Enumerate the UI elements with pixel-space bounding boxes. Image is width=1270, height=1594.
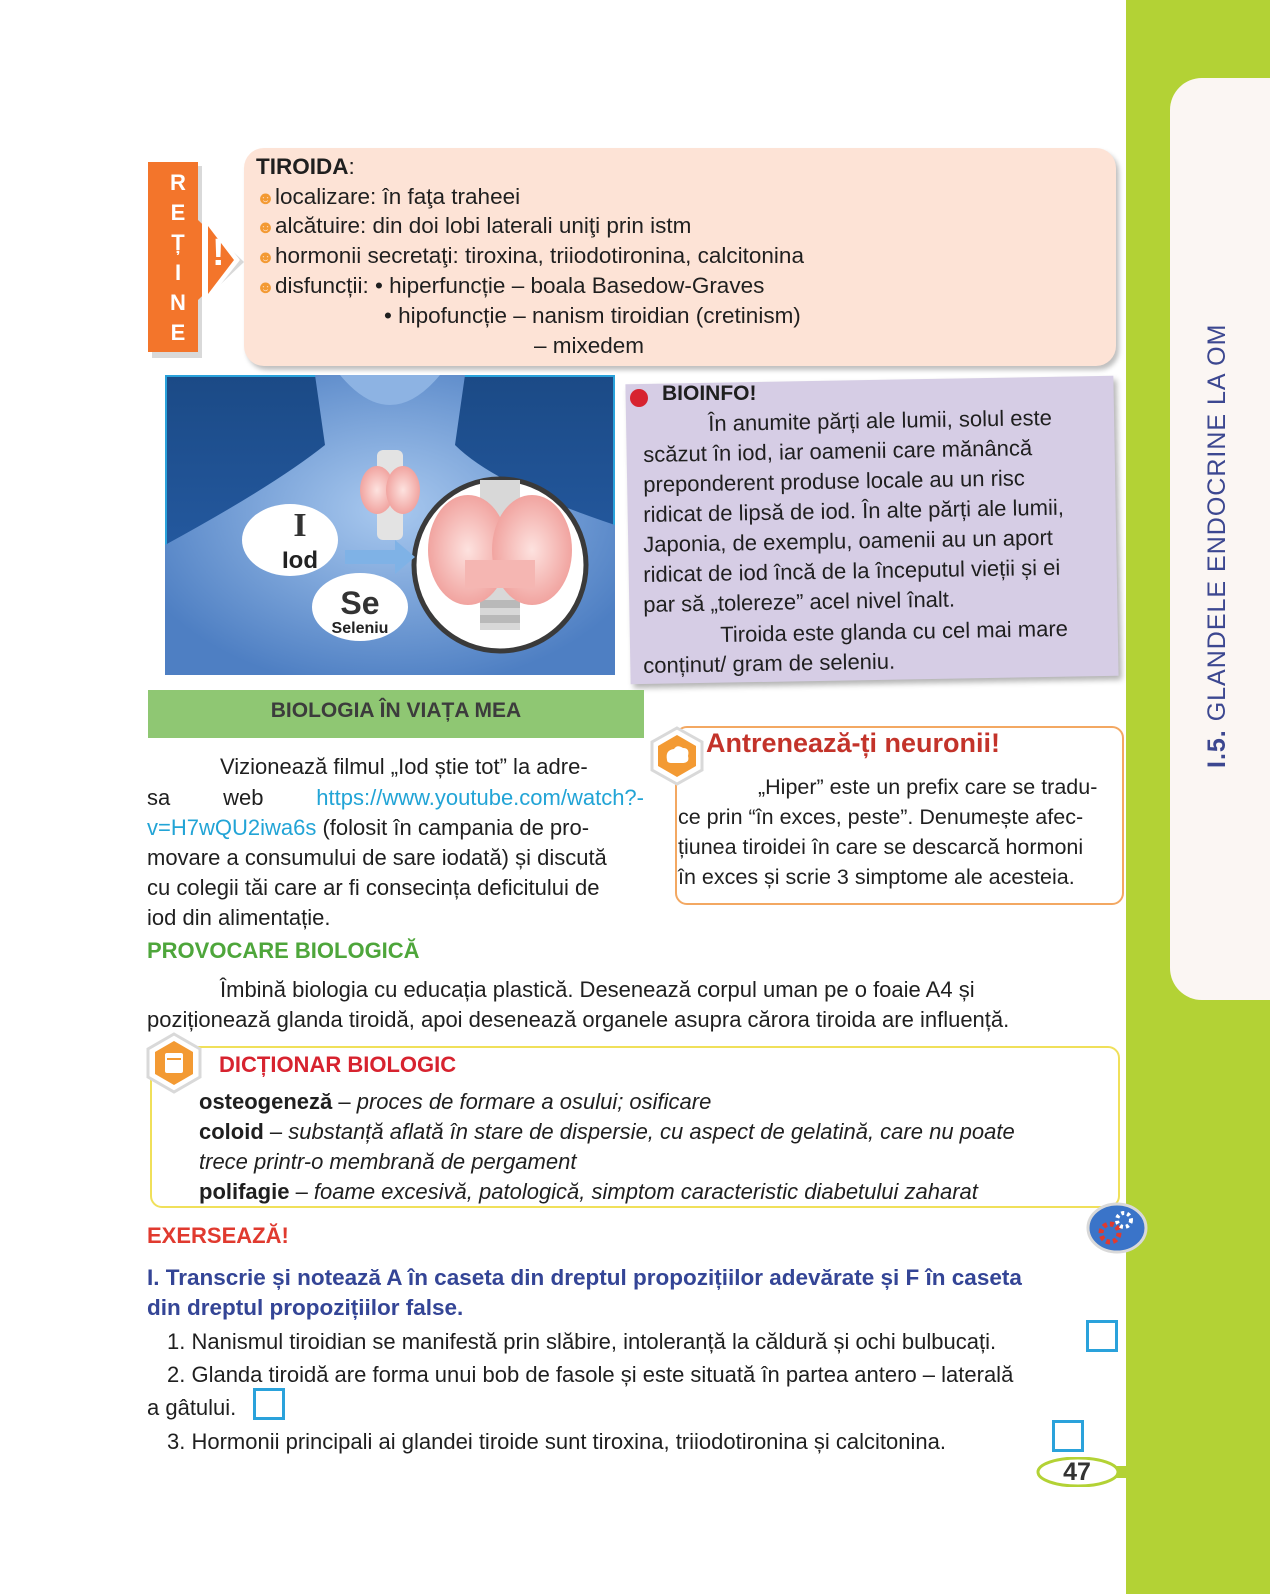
answer-box-2[interactable]	[253, 1388, 285, 1420]
exercise-item-2: 2. Glanda tiroidă are forma unui bob de fasole și este situată în partea antero – laterală	[167, 1362, 1014, 1387]
retine-exclamation: !	[212, 232, 225, 274]
exercise-item-2-cont: a gâtului.	[147, 1395, 237, 1420]
bullet-icon: ☻	[256, 188, 275, 208]
bioinfo-line: conținut/ gram de seleniu.	[643, 648, 896, 678]
dictionar-entry: polifagie – foame excesivă, patologică, simptom caracteristic diabetului zaharat	[199, 1179, 978, 1204]
biologia-line: cu colegii tăi care ar fi consecința deficitului de	[147, 875, 600, 900]
exerseaza-instruction: din dreptul propozițiilor false.	[147, 1295, 464, 1320]
bioinfo-line: par să „tolereze” acel nivel înalt.	[643, 586, 956, 617]
provocare-line: Îmbină biologia cu educația plastică. Desenează corpul uman pe o foaie A4 și	[220, 977, 975, 1002]
exerseaza-title: EXERSEAZĂ!	[147, 1223, 289, 1248]
retine-letter: I	[174, 260, 182, 285]
retine-letter: R	[170, 170, 186, 195]
dictionar-title: DICȚIONAR BIOLOGIC	[219, 1052, 457, 1077]
dictionar-entry-cont: trece printr-o membrană de pergament	[199, 1149, 577, 1174]
gears-icon	[1086, 1202, 1148, 1254]
se-label: Seleniu	[331, 620, 389, 637]
retine-letter: Ț	[171, 230, 185, 255]
chapter-number: I.5.	[1203, 729, 1231, 768]
biologia-line: Vizionează filmul „Iod știe tot” la adre-	[220, 754, 588, 779]
se-symbol: Se	[340, 585, 380, 621]
retine-item: ☻hormonii secretaţi: tiroxina, triiodotironina, calcitonina	[256, 243, 804, 268]
retine-subitem: – mixedem	[534, 333, 645, 358]
retine-letter: E	[170, 320, 186, 345]
provocare-line: poziționează glanda tiroidă, apoi desenează organele asupra cărora tiroida are influență.	[147, 1007, 1010, 1032]
bioinfo-line: Japonia, de exemplu, oamenii au un aport	[643, 524, 1054, 557]
biologia-line: v=H7wQU2iwa6s (folosit în campania de pro-	[147, 815, 590, 840]
video-link[interactable]: https://www.youtube.com/watch?-	[316, 785, 644, 810]
biologia-line: iod din alimentație.	[147, 905, 331, 930]
biologia-line: sa web https://www.youtube.com/watch?-	[147, 783, 644, 813]
bioinfo-line: scăzut în iod, iar oamenii care mănâncă	[643, 435, 1033, 467]
bioinfo-line: În anumite părți ale lumii, solul este	[708, 405, 1053, 436]
bullet-icon: ☻	[256, 277, 275, 297]
exercise-item-1: 1. Nanismul tiroidian se manifestă prin slăbire, intoleranță la căldură și ochi bulbucați.	[167, 1329, 997, 1354]
answer-box-1[interactable]	[1086, 1320, 1118, 1352]
iod-symbol: I	[293, 507, 307, 544]
page-number: 47	[1063, 1458, 1091, 1486]
antreneaza-line: țiunea tiroidei în care se descarcă hormoni	[678, 835, 1084, 859]
chapter-name: GLANDELE ENDOCRINE LA OM	[1203, 323, 1231, 722]
provocare-title: PROVOCARE BIOLOGICĂ	[147, 938, 420, 963]
dictionar-entry: coloid – substanță aflată în stare de dispersie, cu aspect de gelatină, care nu poate	[199, 1119, 1015, 1144]
chapter-title	[1197, 310, 1237, 770]
retine-letter: E	[170, 200, 186, 225]
exerseaza-instruction: I. Transcrie și notează A în caseta din dreptul propozițiilor adevărate și F în caseta	[147, 1265, 1022, 1290]
exercise-item-3: 3. Hormonii principali ai glandei tiroide sunt tiroxina, triiodotironina și calcitonina.	[167, 1429, 946, 1454]
retine-letter: N	[170, 290, 186, 315]
bioinfo-dot-icon	[630, 389, 648, 407]
retine-title: TIROIDA:	[256, 154, 355, 179]
bioinfo-line: ridicat de lipsă de iod. În alte părți ale lumii,	[643, 494, 1065, 527]
antreneaza-line: ce prin “în exces, peste”. Denumește afec-	[678, 805, 1084, 829]
antreneaza-line: în exces și scrie 3 simptome ale acesteia.	[678, 865, 1075, 889]
bioinfo-line: ridicat de iod încă de la începutul vieții și ei	[643, 554, 1061, 587]
book-icon	[146, 1032, 202, 1094]
dictionar-entry: osteogeneză – proces de formare a osului; osificare	[199, 1089, 712, 1114]
antreneaza-title: Antrenează-ți neuronii!	[706, 728, 1001, 758]
retine-subitem: • hipofuncție – nanism tiroidian (cretinism)	[384, 303, 801, 328]
video-link[interactable]: v=H7wQU2iwa6s	[147, 815, 317, 840]
antreneaza-line: „Hiper” este un prefix care se tradu-	[758, 775, 1098, 799]
bullet-icon: ☻	[256, 247, 275, 267]
answer-box-3[interactable]	[1052, 1420, 1084, 1452]
retine-item: ☻localizare: în faţa traheei	[256, 184, 521, 209]
biologia-line: movare a consumului de sare iodată) și discută	[147, 845, 607, 870]
bioinfo-line: Tiroida este glanda cu cel mai mare	[720, 615, 1069, 647]
bioinfo-title: BIOINFO!	[662, 382, 757, 405]
biologia-title: BIOLOGIA ÎN VIAȚA MEA	[270, 699, 522, 722]
bioinfo-line: preponderent produse locale au un risc	[643, 465, 1026, 497]
iod-label: Iod	[282, 547, 318, 574]
bullet-icon: ☻	[256, 217, 275, 237]
retine-item: ☻alcătuire: din doi lobi laterali uniţi prin istm	[256, 213, 692, 238]
retine-item: ☻disfuncții: • hiperfuncție – boala Basedow-Graves	[256, 273, 765, 298]
retine-vertical-label	[158, 168, 198, 348]
